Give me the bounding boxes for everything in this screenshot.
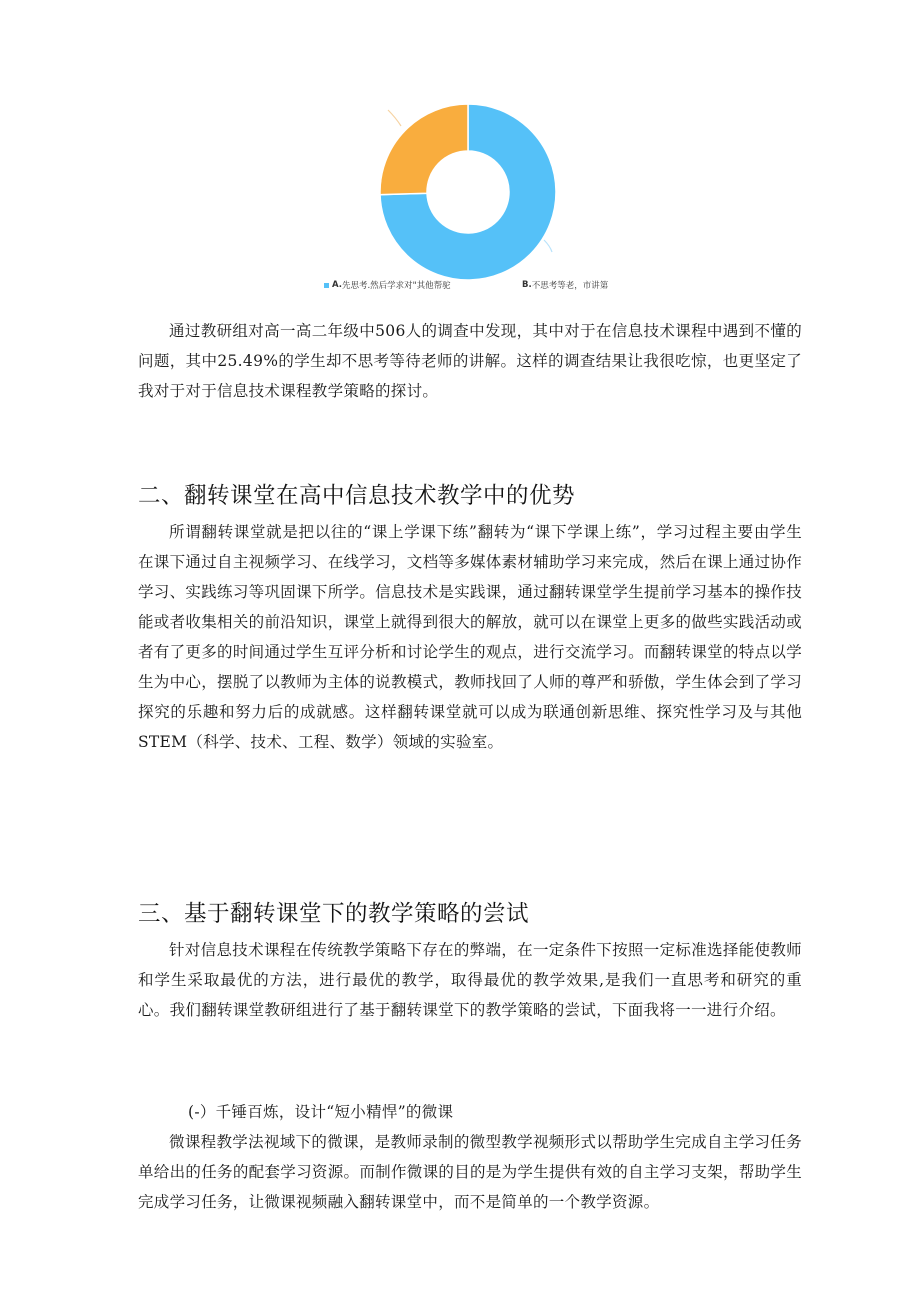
legend-text-b: 不思考等老，市讲第 <box>531 281 609 291</box>
donut-slice-b <box>380 104 468 195</box>
section-heading-3: 三、基于翻转课堂下的教学策略的尝试 <box>138 901 530 927</box>
legend-key-a: A. <box>332 280 342 290</box>
legend-text-a: 先思考.然后学求对"其他帮驼 <box>341 281 451 291</box>
paragraph-survey-result: 通过教研组对高一高二年级中506人的调查中发现，其中对于在信息技术课程中遇到不懂的问题，其中25.49%的学生却不思考等待老师的讲解。这样的调查结果让我很吃惊，也更坚定了我对于对于信息技术课程教学策略的探讨。 <box>138 322 802 400</box>
legend-item-a <box>324 278 451 292</box>
legend-key-b: B. <box>522 280 532 290</box>
leader-line-b <box>388 110 401 126</box>
legend-item-b <box>522 278 608 292</box>
paragraph-micro-course: 微课程教学法视域下的微课，是教师录制的微型教学视频形式以帮助学生完成自主学习任务单给出的任务的配套学习资源。而制作微课的目的是为学生提供有效的自主学习支架，帮助学生完成学习任务，让微课视频融入翻转课堂中，而不是简单的一个教学资源。 <box>138 1133 802 1211</box>
paragraph-flipped-classroom: 所谓翻转课堂就是把以往的“课上学课下练”翻转为“课下学课上练”，学习过程主要由学生在课下通过自主视频学习、在线学习，文档等多媒体素材辅助学习来完成，然后在课上通过协作学习、实践练习等巩固课下所学。信息技术是实践课，通过翻转课堂学生提前学习基本的操作技能或者收集相关的前沿知识，课堂上就得到很大的解放，就可以在课堂上更多的做些实践活动或者有了更多的时间通过学生互评分析和讨论学生的观点，进行交流学习。而翻转课堂的特点以学生为中心，摆脱了以教师为主体的说教模式，教师找回了人师的尊严和骄傲，学生体会到了学习探究的乐趣和努力后的成就感。这样翻转课堂就可以成为联通创新思维、探究性学习及与其他STEM（科学、技术、工程、数学）领域的实验室。 <box>138 523 802 751</box>
donut-svg <box>300 92 640 302</box>
subsection-heading-1: (-）千锤百炼，设计“短小精悍”的微课 <box>188 1103 454 1121</box>
paragraph-strategy-intro: 针对信息技术课程在传统教学策略下存在的弊端，在一定条件下按照一定标准选择能使教师和学生采取最优的方法，进行最优的教学，取得最优的教学效果,是我们一直思考和研究的重心。我们翻转课堂教研组进行了基于翻转课堂下的教学策略的尝试，下面我将一一进行介绍。 <box>138 941 802 1019</box>
leader-line-a <box>544 240 552 252</box>
survey-donut-chart <box>300 92 640 302</box>
section-heading-2: 二、翻转课堂在高中信息技术教学中的优势 <box>138 483 576 509</box>
legend-swatch-a <box>324 283 329 288</box>
